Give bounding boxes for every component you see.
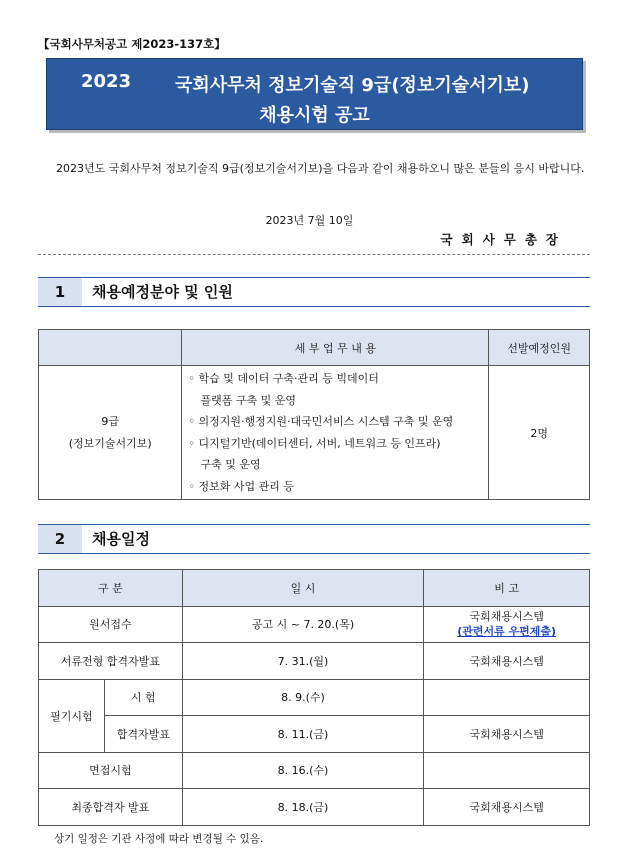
duty-line: 구축 및 운영 <box>200 458 261 471</box>
duties-cell <box>182 366 489 500</box>
title-banner <box>46 58 583 130</box>
duties-header: 세 부 업 무 내 용 <box>182 330 489 366</box>
row-label: 면접시험 <box>39 752 183 789</box>
title-line2: 채용시험 공고 <box>259 105 370 126</box>
table-row <box>39 643 590 680</box>
field-grade: 9급 <box>101 414 120 428</box>
section2-number: 2 <box>38 525 82 553</box>
document-mail-link[interactable]: (관련서류 우편제출) <box>457 625 557 639</box>
note-text: 국회채용시스템 <box>469 610 544 624</box>
duty-line: ◦ 학습 및 데이터 구축·관리 등 빅데이터 <box>188 372 379 385</box>
field-cell <box>39 366 182 500</box>
row-label: 원서접수 <box>39 606 183 643</box>
note-header: 비 고 <box>424 570 590 607</box>
row-date: 8. 9.(수) <box>182 679 424 716</box>
row-label: 시 험 <box>104 679 182 716</box>
date-header: 일 시 <box>182 570 424 607</box>
divider <box>38 254 590 255</box>
row-label: 합격자발표 <box>104 716 182 753</box>
row-note <box>424 606 590 643</box>
schedule-footnote: 상기 일정은 기관 사정에 따라 변경될 수 있음. <box>54 833 264 845</box>
section1-number: 1 <box>38 278 82 306</box>
announcement-date: 2023년 7월 10일 <box>265 214 354 227</box>
field-title: (정보기술서기보) <box>68 436 152 450</box>
row-note: 국회채용시스템 <box>424 716 590 753</box>
section1-heading <box>38 277 590 307</box>
row-note: 국회채용시스템 <box>424 789 590 826</box>
title-year: 2023 <box>81 71 132 92</box>
row-date: 8. 11.(금) <box>182 716 424 753</box>
title-line1: 국회사무처 정보기술직 9급(정보기술서기보) <box>175 75 530 96</box>
field-header <box>39 330 182 366</box>
row-date: 공고 시 ~ 7. 20.(목) <box>182 606 424 643</box>
row-date: 8. 18.(금) <box>182 789 424 826</box>
table-row <box>39 606 590 643</box>
table-row <box>39 789 590 826</box>
table-row <box>39 716 590 753</box>
row-note: 국회채용시스템 <box>424 643 590 680</box>
duty-line: ◦ 디지털기반(데이터센터, 서버, 네트워크 등 인프라) <box>188 436 441 450</box>
intro-paragraph: 2023년도 국회사무처 정보기술직 9급(정보기술서기보)을 다음과 같이 채용하오니 많은 분들의 응시 바랍니다. <box>56 162 585 175</box>
table-row <box>39 752 590 789</box>
row-group-label: 필기시험 <box>39 679 105 752</box>
count-header: 선발예정인원 <box>489 330 590 366</box>
row-note <box>424 752 590 789</box>
section2-heading <box>38 524 590 554</box>
row-date: 7. 31.(월) <box>182 643 424 680</box>
duty-line: ◦ 의정지원·행정지원·대국민서비스 시스템 구축 및 운영 <box>188 415 454 428</box>
duty-line: ◦ 정보화 사업 관리 등 <box>188 479 294 493</box>
category-header: 구 분 <box>39 570 183 607</box>
row-label: 최종합격자 발표 <box>39 789 183 826</box>
section2-title: 채용일정 <box>92 530 150 548</box>
signer: 국회사무총장 <box>440 232 567 247</box>
duty-line: 플랫폼 구축 및 운영 <box>200 393 296 407</box>
count-cell: 2명 <box>489 366 590 500</box>
schedule-table <box>38 569 590 826</box>
row-date: 8. 16.(수) <box>182 752 424 789</box>
section1-title: 채용예정분야 및 인원 <box>92 283 233 301</box>
row-note <box>424 679 590 716</box>
notice-number: 【국회사무처공고 제2023-137호】 <box>38 37 226 51</box>
row-label: 서류전형 합격자발표 <box>39 643 183 680</box>
table-row <box>39 679 590 716</box>
recruitment-field-table <box>38 329 590 500</box>
